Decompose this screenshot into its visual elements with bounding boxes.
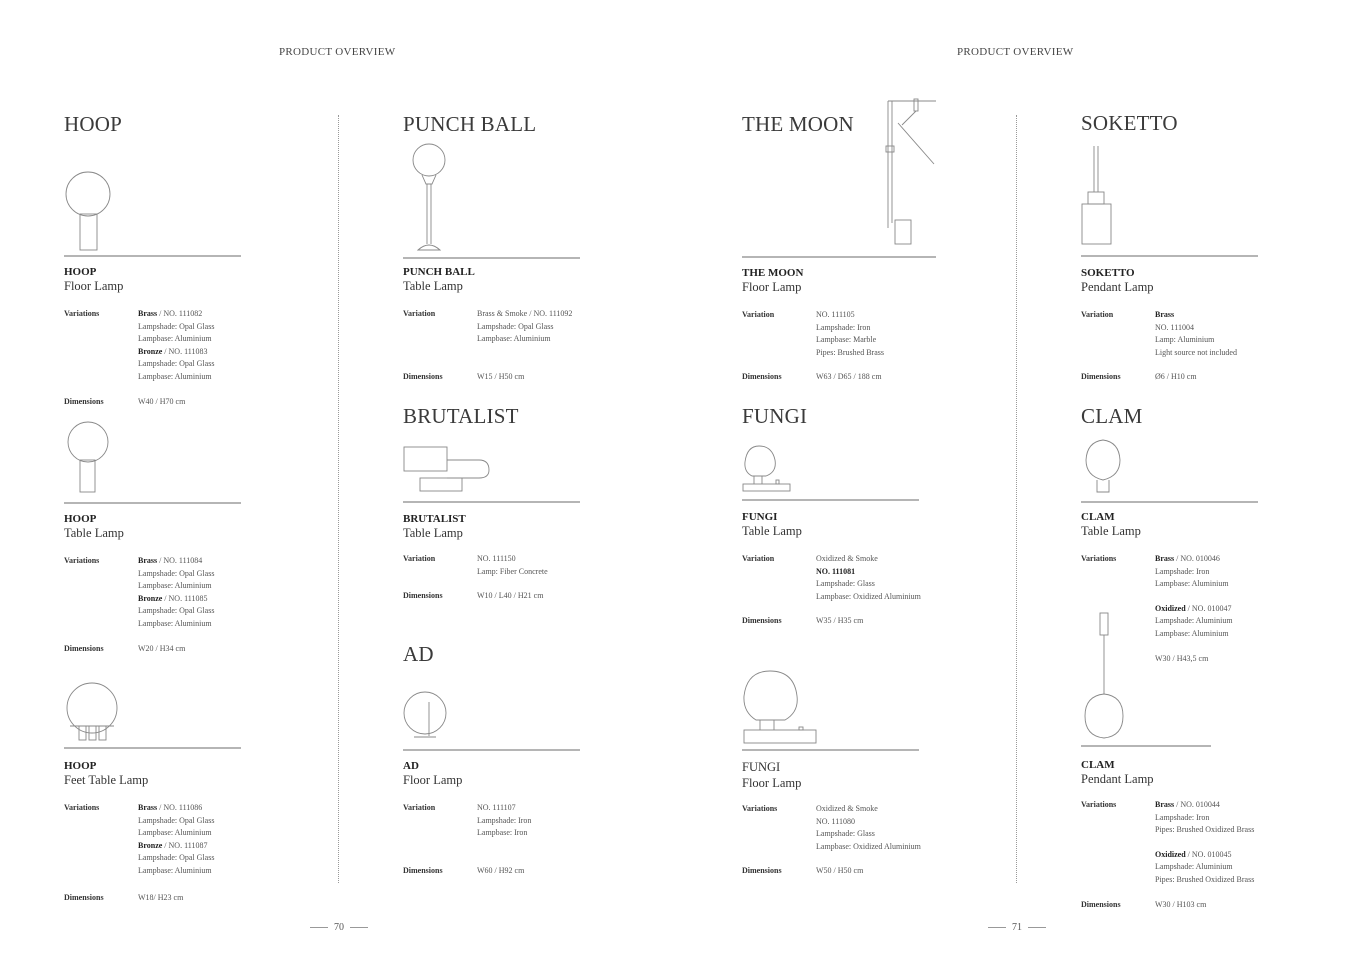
product-type: Table Lamp [64, 526, 124, 540]
divider-rule [64, 255, 241, 257]
finish-name: Oxidized [1155, 849, 1186, 859]
variations-label: Variations [1081, 800, 1117, 809]
brutalist-lamp-illustration [403, 446, 493, 494]
fungi-table-lamp-illustration [742, 442, 794, 494]
dimensions-label: Dimensions [64, 643, 104, 653]
spec-line: Lampbase: Aluminium [1155, 579, 1229, 589]
dimensions-label: Dimensions [1081, 372, 1121, 382]
product-block-the-moon [742, 267, 884, 384]
product-type: Floor Lamp [403, 773, 463, 787]
dimensions-value: Ø6 / H10 cm [1155, 372, 1197, 382]
dash-decoration [1028, 927, 1046, 928]
variation-label: Variation [403, 309, 436, 318]
article-number: / NO. 111087 [162, 840, 208, 850]
article-number: / NO. 010044 [1174, 800, 1220, 809]
divider-rule [1081, 255, 1258, 257]
spec-line: Lampshade: Opal Glass [477, 321, 554, 331]
spec-line: Lamp: Aluminium [1155, 335, 1215, 345]
spec-line: Lampshade: Opal Glass [138, 359, 215, 369]
dimensions-value: W50 / H50 cm [816, 866, 864, 876]
spec-line: Lampbase: Oxidized Aluminium [816, 591, 921, 601]
column-divider [1016, 115, 1017, 883]
spec-line: Lampbase: Marble [816, 335, 877, 345]
variation-label: Variation [1081, 310, 1114, 319]
page-header-right: PRODUCT OVERVIEW [957, 46, 1074, 58]
product-type: Table Lamp [403, 526, 463, 540]
product-type: Table Lamp [403, 279, 463, 293]
product-title-clam: CLAM [1081, 404, 1143, 428]
product-name: FUNGI [742, 511, 778, 523]
dimensions-label: Dimensions [403, 865, 443, 875]
article-number: NO. 111081 [816, 566, 856, 576]
product-name: HOOP [64, 760, 97, 772]
spec-line: Lampshade: Aluminium [1155, 862, 1233, 872]
finish-name: Oxidized [1155, 603, 1186, 613]
product-type: Table Lamp [742, 524, 802, 538]
variation-label: Variation [742, 554, 775, 563]
soketto-pendant-lamp-illustration [1080, 142, 1114, 248]
variations-label: Variations [64, 556, 100, 565]
variations-label: Variations [742, 804, 778, 813]
spec-line: Lampbase: Aluminium [138, 828, 212, 838]
product-block-brutalist [403, 513, 548, 603]
dimensions-label: Dimensions [742, 866, 782, 876]
fungi-floor-lamp-illustration [742, 666, 822, 748]
page-number-text: 70 [334, 922, 344, 933]
finish-name: Bronze [138, 346, 163, 356]
dimensions-value: W20 / H34 cm [138, 643, 186, 653]
product-title-ad: AD [403, 642, 434, 666]
divider-rule [403, 257, 580, 259]
dimensions-value: W30 / H103 cm [1155, 899, 1207, 909]
dimensions-value: W35 / H35 cm [816, 616, 864, 626]
product-type: Table Lamp [1081, 524, 1141, 538]
product-block-clam-pendant [1081, 759, 1254, 911]
finish-name: Brass [1155, 800, 1175, 809]
product-title-brutalist: BRUTALIST [403, 404, 519, 428]
product-title-the-moon: THE MOON [742, 112, 854, 136]
product-title-punch-ball: PUNCH BALL [403, 112, 537, 136]
spec-line: Lampshade: Glass [816, 579, 875, 589]
spec-line: Lampbase: Aluminium [138, 865, 212, 875]
hoop-feet-table-lamp-illustration [64, 680, 122, 744]
variation-label: Variation [403, 554, 436, 563]
article-number: / NO. 111084 [157, 556, 203, 565]
product-name: CLAM [1081, 511, 1115, 523]
finish-name: Brass [138, 803, 158, 812]
variation-label: Variation [742, 310, 775, 319]
product-block-hoop-table [64, 513, 214, 655]
divider-rule [742, 749, 919, 751]
spec-line: NO. 111150 [477, 554, 516, 563]
spec-line: Lampshade: Iron [1155, 812, 1210, 822]
product-block-soketto [1081, 267, 1237, 384]
spec-line: Lampshade: Glass [816, 829, 875, 839]
clam-pendant-lamp-illustration [1084, 610, 1126, 742]
product-name: HOOP [64, 266, 97, 278]
page-header-left: PRODUCT OVERVIEW [279, 46, 396, 58]
dash-decoration [310, 927, 328, 928]
dimensions-label: Dimensions [403, 591, 443, 601]
article-number: / NO. 010047 [1185, 603, 1232, 613]
dimensions-label: Dimensions [403, 371, 443, 381]
divider-rule [64, 502, 241, 504]
spec-line: Brass & Smoke / NO. 111092 [477, 309, 573, 318]
divider-rule [64, 747, 241, 749]
the-moon-lamp-illustration [880, 98, 940, 250]
finish-name: Brass [1155, 554, 1175, 563]
dimensions-value: W60 / H92 cm [477, 865, 525, 875]
finish-name: Bronze [138, 593, 163, 603]
spec-line: Lampshade: Opal Glass [138, 568, 215, 578]
variations-label: Variations [64, 803, 100, 812]
spec-line: Lampshade: Opal Glass [138, 321, 215, 331]
dash-decoration [350, 927, 368, 928]
dimensions-label: Dimensions [742, 372, 782, 382]
divider-rule [1081, 745, 1211, 747]
product-type: Pendant Lamp [1081, 280, 1154, 294]
hoop-floor-lamp-illustration [60, 168, 120, 254]
spec-line: Lamp: Fiber Concrete [477, 566, 548, 576]
spec-line: Lampbase: Aluminium [1155, 628, 1229, 638]
spec-line: Pipes: Brushed Oxidized Brass [1155, 874, 1255, 884]
spec-line: Lampshade: Opal Glass [138, 815, 215, 825]
dimensions-value: W18/ H23 cm [138, 892, 184, 902]
spec-line: Lampshade: Iron [1155, 566, 1210, 576]
spec-line: Pipes: Brushed Brass [816, 347, 884, 357]
page-number-text: 71 [1012, 922, 1022, 933]
product-name: PUNCH BALL [403, 266, 475, 278]
product-type: Floor Lamp [742, 280, 802, 294]
variations-label: Variations [64, 309, 100, 318]
dimensions-label: Dimensions [1081, 899, 1121, 909]
page-number-right [988, 922, 1046, 933]
product-title-soketto: SOKETTO [1081, 111, 1178, 135]
dimensions-value: W40 / H70 cm [138, 396, 186, 406]
spec-line: Lampbase: Aluminium [138, 334, 212, 344]
clam-table-lamp-illustration [1084, 438, 1124, 496]
product-title-hoop: HOOP [64, 112, 122, 136]
product-name: SOKETTO [1081, 267, 1135, 279]
divider-rule [403, 749, 580, 751]
product-block-hoop-floor [64, 266, 214, 408]
article-number: NO. 111004 [1155, 322, 1194, 332]
article-number: NO. 111080 [816, 816, 855, 826]
spec-line: Lampbase: Aluminium [138, 618, 212, 628]
divider-rule [742, 256, 936, 258]
punch-ball-lamp-illustration [404, 140, 454, 254]
product-name: HOOP [64, 513, 97, 525]
spec-line: NO. 111107 [477, 803, 516, 812]
variation-label: Variation [403, 803, 436, 812]
article-number: / NO. 111086 [157, 803, 203, 812]
hoop-table-lamp-illustration [62, 420, 114, 496]
product-block-hoop-feet [64, 760, 214, 904]
divider-rule [403, 501, 580, 503]
product-block-fungi-table [742, 511, 921, 628]
spec-line: Oxidized & Smoke [816, 804, 878, 813]
finish-name: Brass [138, 309, 158, 318]
product-type: Pendant Lamp [1081, 772, 1154, 786]
spec-line: Lampshade: Iron [816, 322, 871, 332]
finish-name: Brass [1155, 310, 1175, 319]
spec-line: Lampbase: Iron [477, 828, 528, 838]
divider-rule [1081, 501, 1258, 503]
spec-line: Lampshade: Iron [477, 815, 532, 825]
product-block-ad [403, 760, 531, 877]
dimensions-label: Dimensions [64, 892, 104, 902]
product-name: BRUTALIST [403, 513, 466, 525]
spec-line: Lampbase: Oxidized Aluminium [816, 841, 921, 851]
article-number: / NO. 111085 [162, 593, 208, 603]
product-name: FUNGI [742, 760, 781, 774]
spec-line: NO. 111105 [816, 310, 855, 319]
dimensions-value: W63 / D65 / 188 cm [816, 372, 882, 382]
dimensions-label: Dimensions [64, 396, 104, 406]
spec-line: Lampbase: Aluminium [138, 371, 212, 381]
dimensions-value: W15 / H50 cm [477, 371, 525, 381]
spec-line: Lampshade: Opal Glass [138, 853, 215, 863]
product-name: CLAM [1081, 759, 1115, 771]
spec-line: Light source not included [1155, 347, 1237, 357]
column-divider [338, 115, 339, 883]
ad-lamp-illustration [402, 690, 452, 740]
product-block-punch-ball [403, 266, 572, 383]
product-title-fungi: FUNGI [742, 404, 808, 428]
product-type: Floor Lamp [742, 776, 802, 790]
divider-rule [742, 499, 919, 501]
finish-name: Bronze [138, 840, 163, 850]
spec-line: Oxidized & Smoke [816, 554, 878, 563]
spec-line: Lampshade: Aluminium [1155, 616, 1233, 626]
spec-line: Lampshade: Opal Glass [138, 606, 215, 616]
spec-line: Lampbase: Aluminium [138, 581, 212, 591]
article-number: / NO. 010046 [1174, 554, 1220, 563]
spec-line: Pipes: Brushed Oxidized Brass [1155, 825, 1255, 835]
product-type: Feet Table Lamp [64, 773, 149, 787]
article-number: / NO. 111082 [157, 309, 203, 318]
article-number: / NO. 111083 [162, 346, 208, 356]
article-number: / NO. 010045 [1185, 849, 1232, 859]
page-number-left [310, 922, 368, 933]
spec-line: Lampbase: Aluminium [477, 334, 551, 344]
dash-decoration [988, 927, 1006, 928]
finish-name: Brass [138, 556, 158, 565]
product-name: THE MOON [742, 267, 804, 279]
dimensions-value: W30 / H43,5 cm [1155, 653, 1209, 663]
dimensions-value: W10 / L40 / H21 cm [477, 591, 544, 601]
product-block-fungi-floor [742, 760, 921, 878]
variations-label: Variations [1081, 554, 1117, 563]
dimensions-label: Dimensions [742, 616, 782, 626]
product-type: Floor Lamp [64, 279, 124, 293]
product-name: AD [403, 760, 419, 772]
